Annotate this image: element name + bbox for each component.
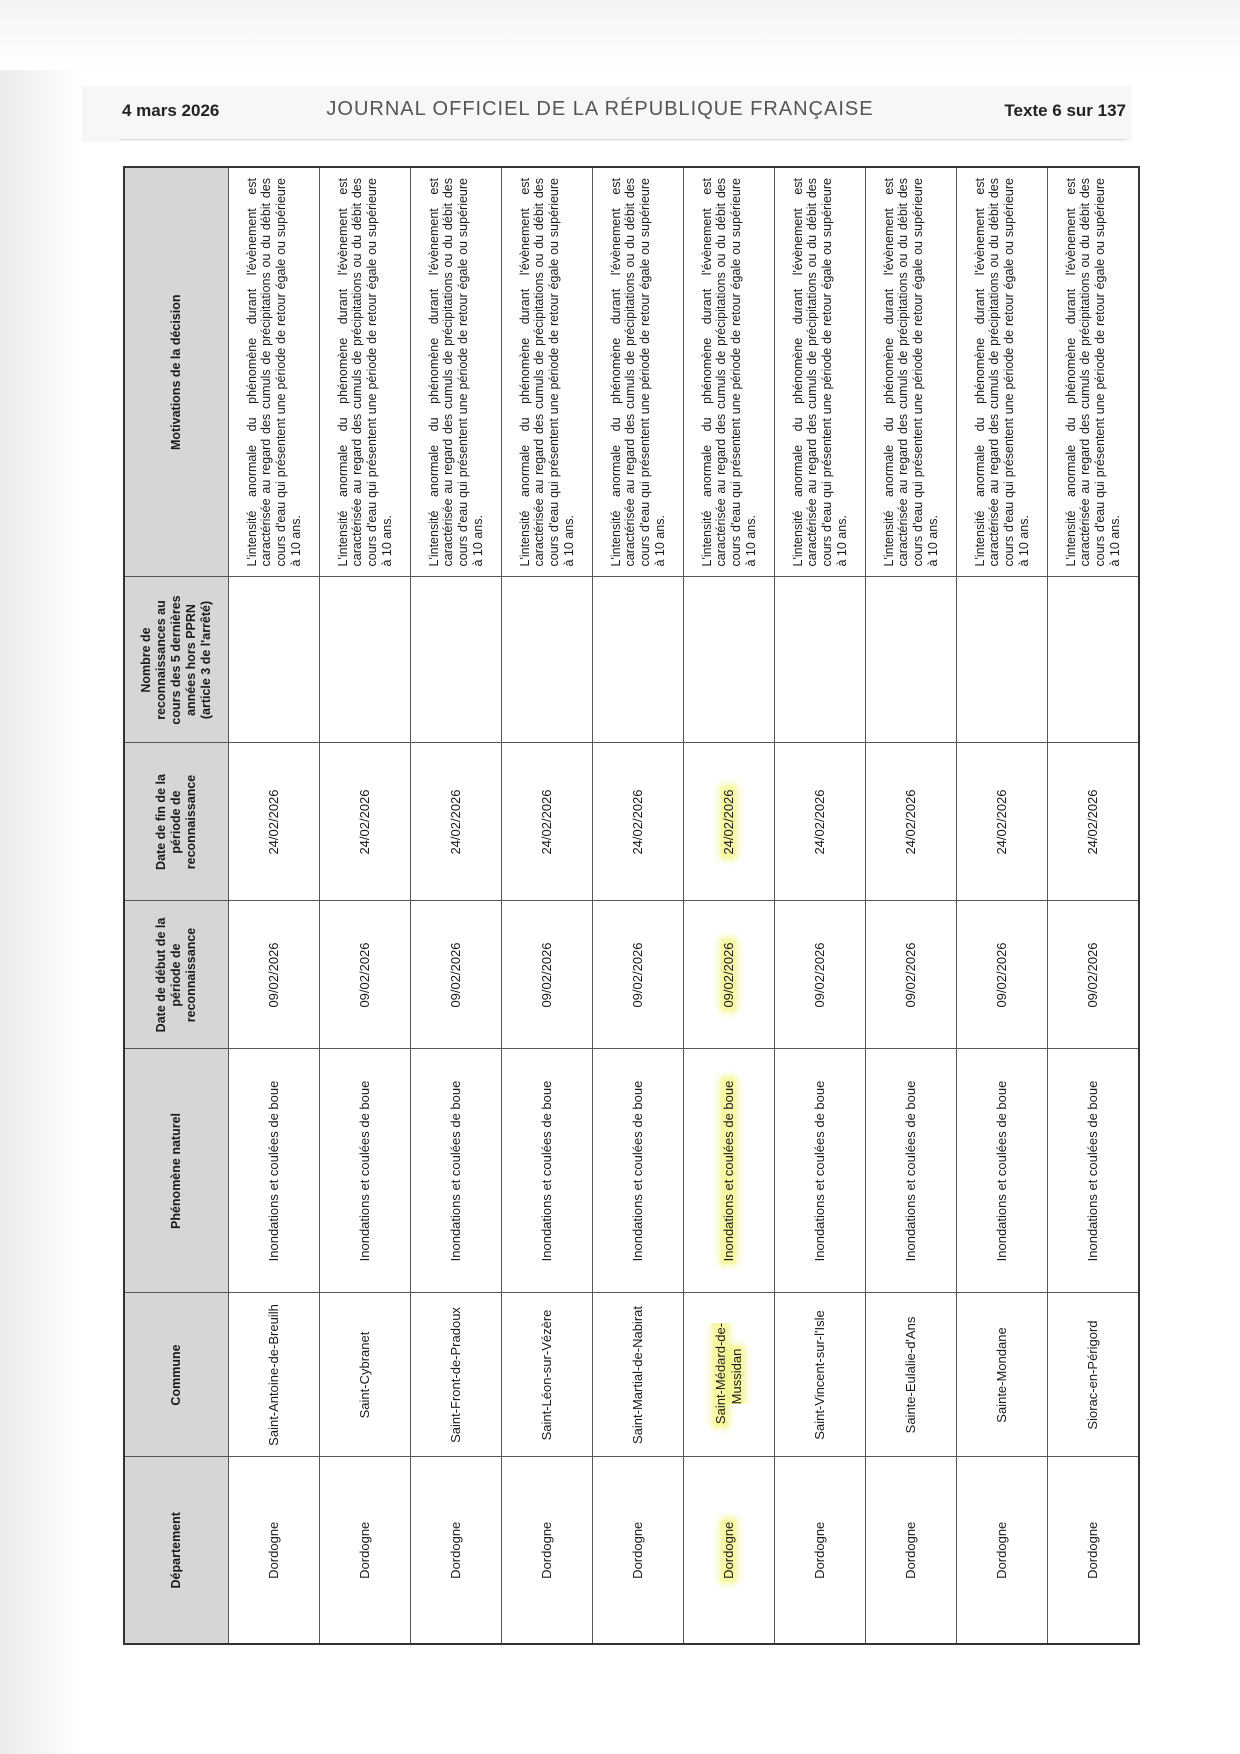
cell-date-debut: 09/02/2026 <box>320 901 411 1049</box>
cell-departement: Dordogne <box>866 1457 957 1644</box>
cell-motivations: L'intensité anormale du phénomène durant l'évènement est caractérisée au regard des cumuls de précipitations ou du débit des cours d'eau qui présentent une période de retour égale ou supérieure à 10 ans. <box>866 167 957 577</box>
cell-nombre <box>684 577 775 743</box>
cell-nombre <box>229 577 320 743</box>
cell-phenomene: Inondations et coulées de boue <box>866 1049 957 1293</box>
table-row-highlighted <box>684 167 775 1644</box>
cell-motivations: L'intensité anormale du phénomène durant l'évènement est caractérisée au regard des cumuls de précipitations ou du débit des cours d'eau qui présentent une période de retour égale ou supérieure à 10 ans. <box>320 167 411 577</box>
table-row <box>1048 167 1140 1644</box>
cell-date-fin: 24/02/2026 <box>229 743 320 901</box>
cell-nombre <box>411 577 502 743</box>
cell-motivations: L'intensité anormale du phénomène durant l'évènement est caractérisée au regard des cumuls de précipitations ou du débit des cours d'eau qui présentent une période de retour égale ou supérieure à 10 ans. <box>593 167 684 577</box>
col-header-date-fin: Date de fin de la période de reconnaissance <box>124 743 229 901</box>
cell-commune <box>684 1293 775 1457</box>
cell-commune: Sainte-Mondane <box>957 1293 1048 1457</box>
scan-margin-shadow <box>0 0 80 1754</box>
cell-phenomene: Inondations et coulées de boue <box>593 1049 684 1293</box>
publication-date: 4 mars 2026 <box>122 101 220 120</box>
cell-departement: Dordogne <box>1048 1457 1140 1644</box>
page-indicator: Texte 6 sur 137 <box>1004 101 1126 120</box>
cell-departement: Dordogne <box>229 1457 320 1644</box>
decision-table <box>123 166 1140 1645</box>
cell-commune: Saint-Cybranet <box>320 1293 411 1457</box>
cell-motivations: L'intensité anormale du phénomène durant l'évènement est caractérisée au regard des cumuls de précipitations ou du débit des cours d'eau qui présentent une période de retour égale ou supérieure à 10 ans. <box>1048 167 1140 577</box>
table-row <box>320 167 411 1644</box>
cell-date-debut: 09/02/2026 <box>775 901 866 1049</box>
cell-motivations: L'intensité anormale du phénomène durant l'évènement est caractérisée au regard des cumuls de précipitations ou du débit des cours d'eau qui présentent une période de retour égale ou supérieure à 10 ans. <box>502 167 593 577</box>
cell-phenomene: Inondations et coulées de boue <box>957 1049 1048 1293</box>
cell-date-fin: 24/02/2026 <box>411 743 502 901</box>
cell-motivations: L'intensité anormale du phénomène durant l'évènement est caractérisée au regard des cumuls de précipitations ou du débit des cours d'eau qui présentent une période de retour égale ou supérieure à 10 ans. <box>775 167 866 577</box>
cell-departement: Dordogne <box>411 1457 502 1644</box>
col-header-phenomene: Phénomène naturel <box>124 1049 229 1293</box>
header-divider <box>120 139 1126 140</box>
col-header-date-debut: Date de début de la période de reconnaissance <box>124 901 229 1049</box>
cell-date-fin: 24/02/2026 <box>866 743 957 901</box>
cell-motivations: L'intensité anormale du phénomène durant l'évènement est caractérisée au regard des cumuls de précipitations ou du débit des cours d'eau qui présentent une période de retour égale ou supérieure à 10 ans. <box>957 167 1048 577</box>
cell-nombre <box>320 577 411 743</box>
cell-date-fin: 24/02/2026 <box>502 743 593 901</box>
cell-commune: Siorac-en-Périgord <box>1048 1293 1140 1457</box>
cell-date-debut: 09/02/2026 <box>502 901 593 1049</box>
cell-date-debut: 09/02/2026 <box>957 901 1048 1049</box>
cell-phenomene: Inondations et coulées de boue <box>502 1049 593 1293</box>
col-header-nombre: Nombre de reconnaissances au cours des 5 dernières années hors PPRN (article 3 de l'arrêté) <box>124 577 229 743</box>
col-header-commune: Commune <box>124 1293 229 1457</box>
cell-departement: Dordogne <box>957 1457 1048 1644</box>
highlight-mark: 24/02/2026 <box>721 786 736 857</box>
cell-phenomene <box>684 1049 775 1293</box>
cell-date-fin: 24/02/2026 <box>775 743 866 901</box>
cell-date-debut <box>684 901 775 1049</box>
cell-commune: Sainte-Eulalie-d'Ans <box>866 1293 957 1457</box>
cell-commune: Saint-Léon-sur-Vézère <box>502 1293 593 1457</box>
highlight-mark: 09/02/2026 <box>721 939 736 1010</box>
cell-commune: Saint-Martial-de-Nabirat <box>593 1293 684 1457</box>
cell-phenomene: Inondations et coulées de boue <box>320 1049 411 1293</box>
cell-date-debut: 09/02/2026 <box>229 901 320 1049</box>
table-row <box>775 167 866 1644</box>
cell-date-fin: 24/02/2026 <box>957 743 1048 901</box>
cell-date-fin: 24/02/2026 <box>1048 743 1140 901</box>
cell-departement: Dordogne <box>775 1457 866 1644</box>
cell-date-debut: 09/02/2026 <box>411 901 502 1049</box>
cell-date-fin: 24/02/2026 <box>593 743 684 901</box>
cell-date-debut: 09/02/2026 <box>866 901 957 1049</box>
cell-departement: Dordogne <box>320 1457 411 1644</box>
table-row <box>229 167 320 1644</box>
cell-commune: Saint-Front-de-Pradoux <box>411 1293 502 1457</box>
table-row <box>411 167 502 1644</box>
table-row <box>593 167 684 1644</box>
journal-title: JOURNAL OFFICIEL DE LA RÉPUBLIQUE FRANÇAISE <box>326 98 874 120</box>
col-header-motivations: Motivations de la décision <box>124 167 229 577</box>
cell-departement: Dordogne <box>593 1457 684 1644</box>
cell-commune: Saint-Antoine-de-Breuilh <box>229 1293 320 1457</box>
cell-nombre <box>593 577 684 743</box>
table-row <box>866 167 957 1644</box>
highlight-mark: Inondations et coulées de boue <box>721 1078 736 1265</box>
cell-date-debut: 09/02/2026 <box>1048 901 1140 1049</box>
cell-phenomene: Inondations et coulées de boue <box>775 1049 866 1293</box>
cell-departement <box>684 1457 775 1644</box>
cell-nombre <box>866 577 957 743</box>
cell-motivations: L'intensité anormale du phénomène durant l'évènement est caractérisée au regard des cumuls de précipitations ou du débit des cours d'eau qui présentent une période de retour égale ou supérieure à 10 ans. <box>684 167 775 577</box>
cell-date-debut: 09/02/2026 <box>593 901 684 1049</box>
highlight-mark: Dordogne <box>721 1519 736 1582</box>
col-header-departement: Département <box>124 1457 229 1644</box>
table-header-row <box>124 167 229 1644</box>
table-row <box>957 167 1048 1644</box>
cell-phenomene: Inondations et coulées de boue <box>411 1049 502 1293</box>
cell-nombre <box>957 577 1048 743</box>
cell-departement: Dordogne <box>502 1457 593 1644</box>
cell-motivations: L'intensité anormale du phénomène durant l'évènement est caractérisée au regard des cumuls de précipitations ou du débit des cours d'eau qui présentent une période de retour égale ou supérieure à 10 ans. <box>411 167 502 577</box>
cell-nombre <box>502 577 593 743</box>
cell-commune: Saint-Vincent-sur-l'Isle <box>775 1293 866 1457</box>
table-row <box>502 167 593 1644</box>
cell-nombre <box>775 577 866 743</box>
cell-date-fin <box>684 743 775 901</box>
scan-top-shadow <box>0 0 1240 70</box>
cell-date-fin: 24/02/2026 <box>320 743 411 901</box>
cell-motivations: L'intensité anormale du phénomène durant l'évènement est caractérisée au regard des cumuls de précipitations ou du débit des cours d'eau qui présentent une période de retour égale ou supérieure à 10 ans. <box>229 167 320 577</box>
cell-phenomene: Inondations et coulées de boue <box>1048 1049 1140 1293</box>
rotated-table-container <box>123 168 1122 1645</box>
cell-phenomene: Inondations et coulées de boue <box>229 1049 320 1293</box>
highlight-mark: Saint-Médard-de-Mussidan <box>713 1323 744 1427</box>
cell-nombre <box>1048 577 1140 743</box>
